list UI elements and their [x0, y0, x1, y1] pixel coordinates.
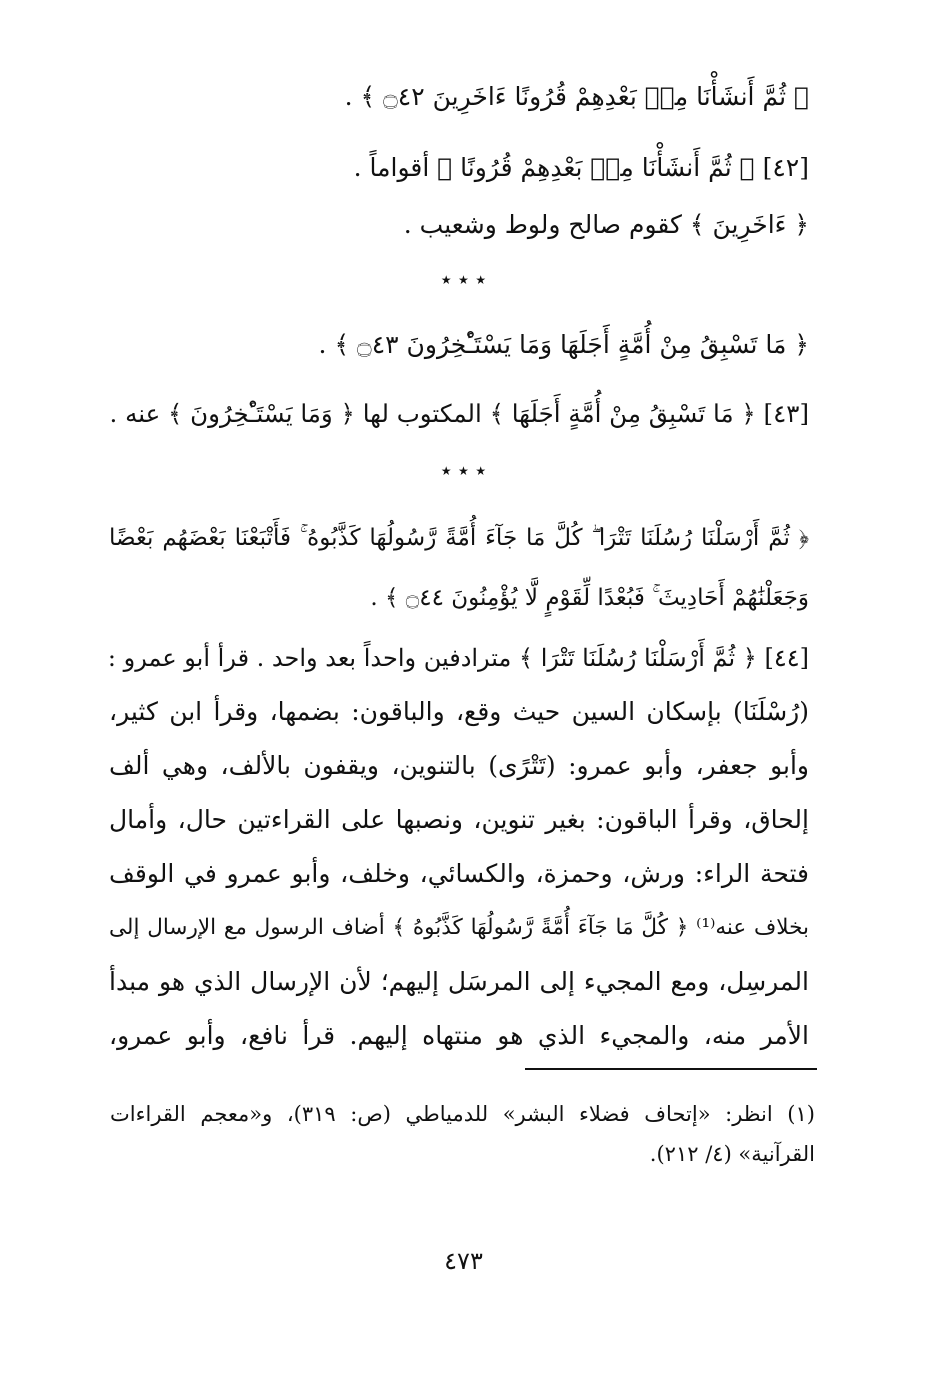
- commentary-44-line-7: المرسِل، ومع المجيء إلى المرسَل إليهم؛ لأن الإرسال الذي هو مبدأ: [109, 967, 809, 996]
- verse-42: ﴿ ثُمَّ أَنشَأْنَا مِنۢ بَعْدِهِمْ قُرُونًا ءَاخَرِينَ ۝٤٢ ﴾ .: [344, 82, 809, 111]
- commentary-44-line-2: (رُسْلَنَا) بإسكان السين حيث وقع، والباقون: بضمها، وقرأ ابن كثير،: [109, 697, 809, 726]
- commentary-42-line-2: ﴿ ءَاخَرِينَ ﴾ كقوم صالح ولوط وشعيب .: [403, 210, 809, 239]
- commentary-43: [٤٣] ﴿ مَا تَسْبِقُ مِنْ أُمَّةٍ أَجَلَهَا ﴾ المكتوب لها ﴿ وَمَا يَسْتَـْٔخِرُونَ ﴾ عنه .: [109, 399, 809, 428]
- verse-44-line-2: وَجَعَلْنَٰهُمْ أَحَادِيثَ ۚ فَبُعْدًا لِّقَوْمٍ لَّا يُؤْمِنُونَ ۝٤٤ ﴾ .: [370, 585, 809, 611]
- section-separator: ٭ ٭ ٭: [440, 458, 487, 482]
- commentary-44-line-1: [٤٤] ﴿ ثُمَّ أَرْسَلْنَا رُسُلَنَا تَتْرَا ﴾ مترادفين واحداً بعد واحد . قرأ أبو عمرو :: [107, 644, 809, 672]
- section-separator: ٭ ٭ ٭: [440, 267, 487, 291]
- commentary-44-line-3: وأبو جعفر، وأبو عمرو: (تَتْرًى) بالتنوين، ويقفون بالألف، وهي ألف: [109, 751, 809, 780]
- commentary-42-line-1: [٤٢] ﴿ ثُمَّ أَنشَأْنَا مِنۢ بَعْدِهِمْ قُرُونًا ﴾ أقواماً .: [353, 153, 809, 182]
- verse-44-line-1: ﴿ ثُمَّ أَرْسَلْنَا رُسُلَنَا تَتْرَا ۖ كُلَّ مَا جَآءَ أُمَّةً رَّسُولُهَا كَذَّبُوهُ ۚ فَأَتْبَعْنَا بَعْضَهُم بَعْضًا: [109, 525, 809, 551]
- footnote-line-1: (١) انظر: «إتحاف فضلاء البشر» للدمياطي (ص: ٣١٩)، و«معجم القراءات: [110, 1102, 815, 1126]
- commentary-44-line-5: فتحة الراء: ورش، وحمزة، والكسائي، وخلف، وأبو عمرو في الوقف: [109, 859, 809, 888]
- page-number: ٤٧٣: [444, 1247, 483, 1275]
- commentary-44-line-4: إلحاق، وقرأ الباقون: بغير تنوين، ونصبها على القراءتين حال، وأمال: [109, 805, 809, 834]
- footnote-separator: [525, 1068, 817, 1070]
- commentary-44-line-6: بخلاف عنه⁽¹⁾ ﴿ كُلَّ مَا جَآءَ أُمَّةً رَّسُولُهَا كَذَّبُوهُ ﴾ أضاف الرسول مع الإرسال إلى: [109, 915, 809, 940]
- footnote-line-2: القرآنية» (٤/ ٢١٢).: [649, 1142, 815, 1166]
- verse-43: ﴿ مَا تَسْبِقُ مِنْ أُمَّةٍ أَجَلَهَا وَمَا يَسْتَـْٔخِرُونَ ۝٤٣ ﴾ .: [318, 330, 809, 359]
- commentary-44-line-8: الأمر منه، والمجيء الذي هو منتهاه إليهم. قرأ نافع، وأبو عمرو،: [109, 1021, 809, 1050]
